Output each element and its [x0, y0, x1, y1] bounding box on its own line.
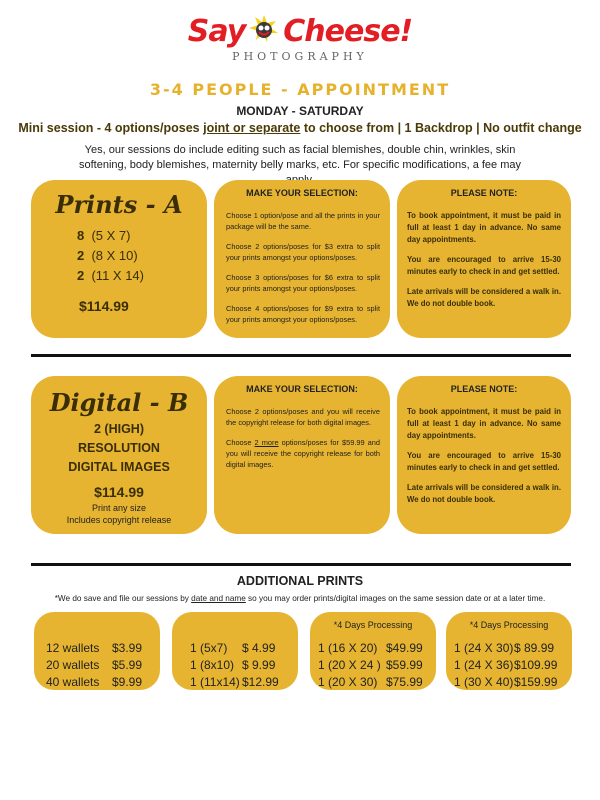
- wallets-list: [46, 640, 142, 691]
- medium-prints-card: [310, 612, 436, 690]
- list-item: 12 wallets $3.99: [46, 641, 143, 655]
- selection-option: Choose 1 option/pose and all the prints in your package will be the same.: [226, 211, 380, 231]
- brand-logo: [0, 14, 600, 63]
- note-item: You are encouraged to arrive 15-30 minutes early to check in and get settled.: [407, 255, 561, 276]
- package-b-details: [31, 420, 207, 477]
- wallets-card: [34, 612, 160, 690]
- list-item: 1 (8x10) $ 9.99: [190, 658, 276, 672]
- additional-prints-note: *We do save and file our sessions by date and name so you may order prints/digital images on the same session date or at a later time.: [54, 594, 546, 603]
- package-a-title: Prints - A: [55, 190, 183, 219]
- small-prints-card: [172, 612, 298, 690]
- mini-text-underlined: joint or separate: [203, 121, 301, 135]
- selection-option: Choose 4 options/poses for $9 extra to split your prints amongst your options/poses.: [226, 304, 380, 324]
- please-note-body: [407, 210, 561, 318]
- additional-prints-title: ADDITIONAL PRINTS: [236, 574, 364, 588]
- note-item: You are encouraged to arrive 15-30 minutes early to check in and get settled.: [407, 451, 561, 472]
- note-item: Late arrivals will be considered a walk in. We do not double book.: [407, 483, 561, 504]
- mini-text-b: to choose from | 1 Backdrop | No outfit change: [300, 121, 582, 135]
- list-item: 1 (24 X 36) $109.99: [454, 658, 558, 672]
- list-item: 1 (24 X 30) $ 89.99: [454, 641, 555, 655]
- divider: [31, 563, 571, 566]
- note-item: Late arrivals will be considered a walk in. We do not double book.: [407, 287, 561, 308]
- large-prints-list: [454, 640, 557, 691]
- editing-note: Yes, our sessions do include editing such as facial blemishes, double chin, wrinkles, skin softening, body blemishes, maternity belly marks, etc. For specific modifications, a fee may: [78, 144, 521, 171]
- list-item: 40 wallets $9.99: [46, 675, 143, 689]
- mini-text-a: Mini session - 4 options/poses: [18, 121, 204, 135]
- selection-title: MAKE YOUR SELECTION:: [246, 384, 358, 394]
- camera-face-icon: [249, 15, 279, 48]
- package-a-items: [77, 226, 144, 286]
- selection-body: [226, 406, 380, 479]
- logo-word-left: Say: [187, 14, 246, 49]
- large-prints-card: [446, 612, 572, 690]
- list-item: 1 (20 X 30) $75.99: [318, 675, 423, 689]
- package-b-sub2: Includes copyright release: [66, 515, 172, 525]
- list-item: 1 (20 X 24 ) $59.99: [318, 658, 423, 672]
- note-item: To book appointment, it must be paid in full at least 1 day in advance. No same day appointments.: [407, 211, 561, 244]
- list-item: 1 (11x14) $12.99: [190, 675, 279, 689]
- package-a-card: [31, 180, 207, 338]
- please-note-card-a: [397, 180, 571, 338]
- divider: [31, 354, 571, 357]
- package-a-price: $114.99: [79, 298, 129, 314]
- selection-option: Choose 2 more options/poses for $59.99 and you will receive the copyright release for both digital images.: [226, 438, 380, 469]
- package-b-selection-card: [214, 376, 390, 534]
- logo-word-right: Cheese!: [283, 14, 413, 49]
- list-item: 1 (16 X 20) $49.99: [318, 641, 423, 655]
- package-b-sub: [31, 502, 207, 526]
- processing-note: *4 Days Processing: [333, 620, 413, 630]
- selection-option: Choose 3 options/poses for $6 extra to split your prints amongst your options/poses.: [226, 273, 380, 293]
- list-item: 20 wallets $5.99: [46, 658, 143, 672]
- list-item: 8 (5 X 7): [77, 228, 131, 243]
- list-item: 1 (30 X 40) $159.99: [454, 675, 558, 689]
- package-b-sub1: Print any size: [91, 503, 147, 513]
- please-note-title: PLEASE NOTE:: [450, 384, 518, 394]
- selection-option: Choose 2 options/poses and you will receive the copyright release for both digital images.: [226, 407, 380, 427]
- page-title: 3-4 PEOPLE - APPOINTMENT: [149, 80, 451, 99]
- package-b-title: Digital - B: [49, 388, 189, 417]
- package-b-line1: 2 (HIGH): [94, 422, 144, 436]
- note-item: To book appointment, it must be paid in full at least 1 day in advance. No same day appointments.: [407, 407, 561, 440]
- list-item: 2 (11 X 14): [77, 268, 144, 283]
- please-note-card-b: [397, 376, 571, 534]
- please-note-title: PLEASE NOTE:: [450, 188, 518, 198]
- logo-subtitle: PHOTOGRAPHY: [232, 50, 368, 63]
- please-note-body: [407, 406, 561, 514]
- logo-wordmark: [188, 14, 412, 49]
- selection-option: Choose 2 options/poses for $3 extra to split your prints amongst your options/poses.: [226, 242, 380, 262]
- selection-title: MAKE YOUR SELECTION:: [246, 188, 358, 198]
- mini-session-line: [0, 121, 600, 135]
- list-item: 1 (5x7) $ 4.99: [190, 641, 276, 655]
- package-a-selection-card: [214, 180, 390, 338]
- package-b-price: $114.99: [94, 484, 144, 500]
- selection-body: [226, 210, 380, 334]
- package-b-card: [31, 376, 207, 534]
- small-prints-list: [190, 640, 279, 691]
- list-item: 2 (8 X 10): [77, 248, 138, 263]
- days-line: MONDAY - SATURDAY: [236, 104, 364, 118]
- medium-prints-list: [318, 640, 423, 691]
- package-b-line2: RESOLUTION: [78, 441, 160, 455]
- package-b-line3: DIGITAL IMAGES: [68, 460, 170, 474]
- processing-note: *4 Days Processing: [469, 620, 549, 630]
